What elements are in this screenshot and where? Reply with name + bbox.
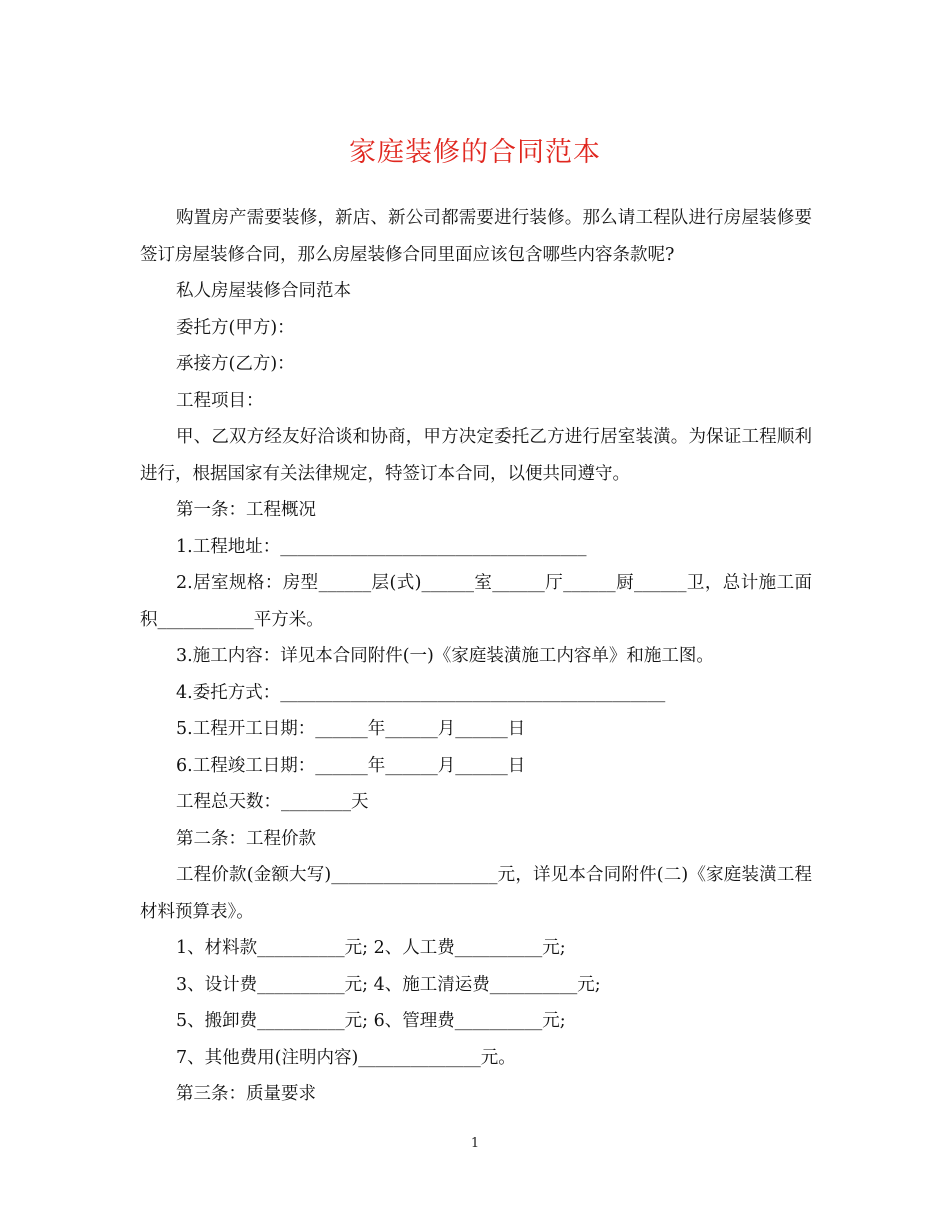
completion-date-line: 6.工程竣工日期：______年______月______日 [176, 755, 526, 776]
total-days-line: 工程总天数：________天 [176, 792, 369, 812]
project-price-paragraph: 工程价款(金额大写)___________________元，详见本合同附件(二)《家庭装潢工程材料预算表》。 [140, 865, 812, 922]
contract-heading: 私人房屋装修合同范本 [176, 281, 351, 301]
work-content-line: 3.施工内容：详见本合同附件(一)《家庭装潢施工内容单》和施工图。 [176, 646, 714, 666]
commission-mode-line: 4.委托方式：____________________________________________ [176, 682, 666, 703]
page-number: 1 [470, 1136, 480, 1151]
project-address-line: 1.工程地址：___________________________________ [176, 536, 587, 557]
document-body [140, 200, 812, 1113]
article-1-heading: 第一条：工程概况 [176, 500, 316, 520]
fee-line-3: 5、搬卸费__________元; 6、管理费__________元; [176, 1011, 566, 1031]
start-date-line: 5.工程开工日期：______年______月______日 [176, 719, 526, 739]
fee-line-4: 7、其他费用(注明内容)______________元。 [176, 1047, 516, 1068]
article-2-heading: 第二条：工程价款 [176, 828, 316, 849]
agreement-paragraph: 甲、乙双方经友好洽谈和协商，甲方决定委托乙方进行居室装潢。为保证工程顺利进行，根据国家有关法律规定，特签订本合同，以便共同遵守。 [140, 427, 812, 484]
fee-line-1: 1、材料款__________元; 2、人工费__________元; [176, 938, 566, 958]
room-spec-line: 2.居室规格：房型______层(式)______室______厅______厨______卫，总计施工面积___________平方米。 [140, 573, 812, 630]
project-line: 工程项目： [176, 390, 264, 411]
party-b-line: 承接方(乙方)： [176, 354, 295, 374]
document-title: 家庭装修的合同范本 [349, 137, 601, 168]
party-a-line: 委托方(甲方)： [176, 317, 295, 338]
intro-paragraph: 购置房产需要装修，新店、新公司都需要进行装修。那么请工程队进行房屋装修要签订房屋装修合同，那么房屋装修合同里面应该包含哪些内容条款呢? [140, 208, 812, 265]
article-3-heading: 第三条：质量要求 [176, 1084, 316, 1104]
fee-line-2: 3、设计费__________元; 4、施工清运费__________元; [176, 974, 601, 995]
